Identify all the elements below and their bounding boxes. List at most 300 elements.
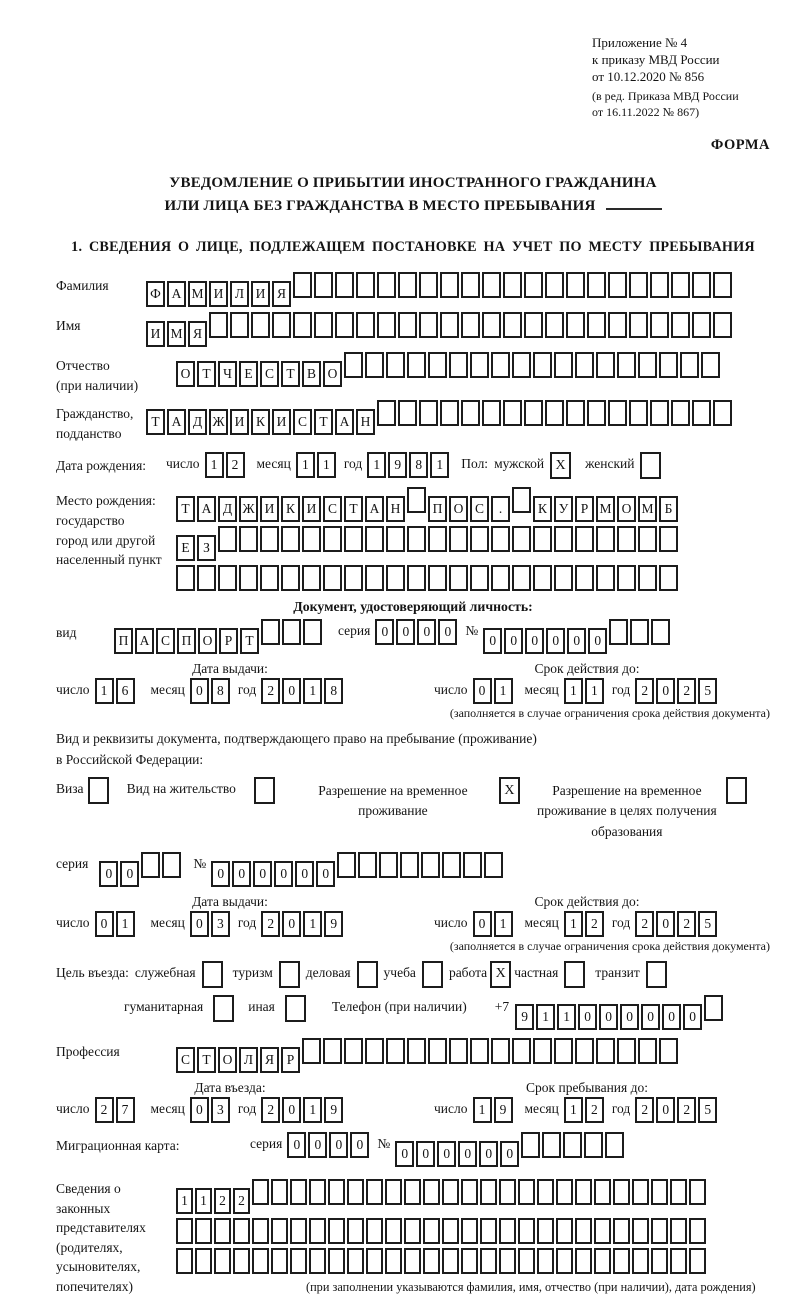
char-cell[interactable]: [554, 1038, 573, 1064]
char-cell[interactable]: Р: [575, 496, 594, 522]
char-cell[interactable]: [428, 1038, 447, 1064]
char-cell[interactable]: 2: [635, 1097, 654, 1123]
char-cell[interactable]: [566, 400, 585, 426]
char-cell[interactable]: 0: [458, 1141, 477, 1167]
char-cell[interactable]: [386, 1038, 405, 1064]
char-cell[interactable]: [290, 1248, 307, 1274]
char-cell[interactable]: 5: [698, 678, 717, 704]
purpose-work-checkbox[interactable]: X: [490, 961, 511, 988]
char-cell[interactable]: [449, 565, 468, 591]
char-cell[interactable]: 0: [656, 911, 675, 937]
char-cell[interactable]: [239, 526, 258, 552]
char-cell[interactable]: [407, 526, 426, 552]
char-cell[interactable]: [659, 352, 678, 378]
char-cell[interactable]: [503, 400, 522, 426]
char-cell[interactable]: [524, 272, 543, 298]
char-cell[interactable]: [271, 1218, 288, 1244]
char-cell[interactable]: [347, 1218, 364, 1244]
char-cell[interactable]: [670, 1248, 687, 1274]
char-cell[interactable]: [141, 852, 160, 878]
char-cell[interactable]: П: [114, 628, 133, 654]
char-cell[interactable]: [377, 312, 396, 338]
char-cell[interactable]: [442, 852, 461, 878]
char-cell[interactable]: 0: [282, 1097, 301, 1123]
char-cell[interactable]: [554, 352, 573, 378]
char-cell[interactable]: В: [302, 361, 321, 387]
char-cell[interactable]: 1: [303, 678, 322, 704]
char-cell[interactable]: [563, 1132, 582, 1158]
char-cell[interactable]: 1: [205, 452, 224, 478]
char-cell[interactable]: [554, 526, 573, 552]
char-cell[interactable]: [491, 565, 510, 591]
char-cell[interactable]: О: [449, 496, 468, 522]
char-cell[interactable]: [366, 1218, 383, 1244]
char-cell[interactable]: [337, 852, 356, 878]
char-cell[interactable]: 0: [211, 861, 230, 887]
char-cell[interactable]: Н: [386, 496, 405, 522]
char-cell[interactable]: [518, 1179, 535, 1205]
char-cell[interactable]: [239, 565, 258, 591]
char-cell[interactable]: 1: [494, 678, 513, 704]
char-cell[interactable]: [344, 1038, 363, 1064]
char-cell[interactable]: [670, 1179, 687, 1205]
char-cell[interactable]: И: [251, 281, 270, 307]
sex-female-checkbox[interactable]: [640, 452, 661, 479]
char-cell[interactable]: 0: [308, 1132, 327, 1158]
char-cell[interactable]: 0: [599, 1004, 618, 1030]
char-cell[interactable]: [617, 352, 636, 378]
char-cell[interactable]: А: [197, 496, 216, 522]
char-cell[interactable]: 0: [504, 628, 523, 654]
char-cell[interactable]: Д: [218, 496, 237, 522]
purpose-private-checkbox[interactable]: [564, 961, 585, 988]
char-cell[interactable]: [545, 312, 564, 338]
char-cell[interactable]: [302, 565, 321, 591]
char-cell[interactable]: 2: [233, 1188, 250, 1214]
char-cell[interactable]: [596, 526, 615, 552]
char-cell[interactable]: 0: [500, 1141, 519, 1167]
char-cell[interactable]: 9: [324, 1097, 343, 1123]
char-cell[interactable]: Ж: [209, 409, 228, 435]
char-cell[interactable]: Р: [281, 1047, 300, 1073]
char-cell[interactable]: С: [470, 496, 489, 522]
char-cell[interactable]: [713, 312, 732, 338]
char-cell[interactable]: А: [167, 409, 186, 435]
char-cell[interactable]: [566, 312, 585, 338]
char-cell[interactable]: 9: [388, 452, 407, 478]
char-cell[interactable]: 1: [303, 911, 322, 937]
char-cell[interactable]: [449, 352, 468, 378]
purpose-other-checkbox[interactable]: [285, 995, 306, 1022]
purpose-business-checkbox[interactable]: [357, 961, 378, 988]
char-cell[interactable]: [271, 1179, 288, 1205]
char-cell[interactable]: 0: [282, 911, 301, 937]
char-cell[interactable]: [480, 1218, 497, 1244]
char-cell[interactable]: [545, 272, 564, 298]
char-cell[interactable]: [596, 565, 615, 591]
visa-checkbox[interactable]: [88, 777, 109, 804]
char-cell[interactable]: [421, 852, 440, 878]
char-cell[interactable]: Р: [219, 628, 238, 654]
char-cell[interactable]: 0: [287, 1132, 306, 1158]
char-cell[interactable]: 0: [479, 1141, 498, 1167]
char-cell[interactable]: [197, 565, 216, 591]
char-cell[interactable]: [613, 1248, 630, 1274]
char-cell[interactable]: [680, 352, 699, 378]
char-cell[interactable]: [379, 852, 398, 878]
char-cell[interactable]: 8: [409, 452, 428, 478]
char-cell[interactable]: [575, 1038, 594, 1064]
char-cell[interactable]: [335, 272, 354, 298]
char-cell[interactable]: 0: [578, 1004, 597, 1030]
char-cell[interactable]: [309, 1179, 326, 1205]
char-cell[interactable]: [613, 1218, 630, 1244]
char-cell[interactable]: О: [617, 496, 636, 522]
char-cell[interactable]: [503, 272, 522, 298]
char-cell[interactable]: Б: [659, 496, 678, 522]
char-cell[interactable]: [617, 1038, 636, 1064]
char-cell[interactable]: [328, 1248, 345, 1274]
char-cell[interactable]: [470, 1038, 489, 1064]
char-cell[interactable]: Ж: [239, 496, 258, 522]
char-cell[interactable]: [533, 352, 552, 378]
char-cell[interactable]: [407, 565, 426, 591]
char-cell[interactable]: [314, 272, 333, 298]
char-cell[interactable]: 0: [525, 628, 544, 654]
char-cell[interactable]: 0: [588, 628, 607, 654]
char-cell[interactable]: [491, 526, 510, 552]
char-cell[interactable]: [251, 312, 270, 338]
char-cell[interactable]: [419, 272, 438, 298]
char-cell[interactable]: [521, 1132, 540, 1158]
char-cell[interactable]: 0: [190, 1097, 209, 1123]
char-cell[interactable]: Д: [188, 409, 207, 435]
char-cell[interactable]: С: [260, 361, 279, 387]
char-cell[interactable]: 0: [350, 1132, 369, 1158]
char-cell[interactable]: М: [188, 281, 207, 307]
char-cell[interactable]: [512, 1038, 531, 1064]
char-cell[interactable]: [594, 1248, 611, 1274]
char-cell[interactable]: 0: [282, 678, 301, 704]
char-cell[interactable]: [594, 1179, 611, 1205]
char-cell[interactable]: [271, 1248, 288, 1274]
char-cell[interactable]: 0: [253, 861, 272, 887]
char-cell[interactable]: 0: [120, 861, 139, 887]
char-cell[interactable]: 1: [564, 911, 583, 937]
char-cell[interactable]: [692, 312, 711, 338]
char-cell[interactable]: З: [197, 535, 216, 561]
char-cell[interactable]: [596, 1038, 615, 1064]
char-cell[interactable]: [328, 1218, 345, 1244]
char-cell[interactable]: 1: [564, 1097, 583, 1123]
char-cell[interactable]: [659, 1038, 678, 1064]
char-cell[interactable]: [484, 852, 503, 878]
char-cell[interactable]: [358, 852, 377, 878]
char-cell[interactable]: [671, 312, 690, 338]
char-cell[interactable]: [386, 352, 405, 378]
char-cell[interactable]: Т: [146, 409, 165, 435]
char-cell[interactable]: 2: [585, 1097, 604, 1123]
char-cell[interactable]: [398, 272, 417, 298]
char-cell[interactable]: У: [554, 496, 573, 522]
char-cell[interactable]: [608, 272, 627, 298]
char-cell[interactable]: А: [135, 628, 154, 654]
char-cell[interactable]: [533, 1038, 552, 1064]
char-cell[interactable]: 1: [317, 452, 336, 478]
char-cell[interactable]: 2: [677, 678, 696, 704]
char-cell[interactable]: 2: [261, 911, 280, 937]
char-cell[interactable]: [386, 565, 405, 591]
char-cell[interactable]: [651, 1248, 668, 1274]
purpose-transit-checkbox[interactable]: [646, 961, 667, 988]
char-cell[interactable]: [230, 312, 249, 338]
char-cell[interactable]: 2: [261, 1097, 280, 1123]
char-cell[interactable]: [587, 312, 606, 338]
char-cell[interactable]: [638, 352, 657, 378]
char-cell[interactable]: [423, 1179, 440, 1205]
char-cell[interactable]: [650, 312, 669, 338]
char-cell[interactable]: [518, 1218, 535, 1244]
char-cell[interactable]: [587, 272, 606, 298]
char-cell[interactable]: [630, 619, 649, 645]
purpose-official-checkbox[interactable]: [202, 961, 223, 988]
char-cell[interactable]: 0: [437, 1141, 456, 1167]
char-cell[interactable]: [461, 312, 480, 338]
char-cell[interactable]: А: [167, 281, 186, 307]
char-cell[interactable]: [419, 312, 438, 338]
char-cell[interactable]: [629, 312, 648, 338]
char-cell[interactable]: 1: [116, 911, 135, 937]
char-cell[interactable]: [344, 352, 363, 378]
char-cell[interactable]: [537, 1218, 554, 1244]
char-cell[interactable]: 0: [567, 628, 586, 654]
char-cell[interactable]: [400, 852, 419, 878]
char-cell[interactable]: [404, 1248, 421, 1274]
char-cell[interactable]: [632, 1248, 649, 1274]
char-cell[interactable]: 1: [367, 452, 386, 478]
char-cell[interactable]: [214, 1218, 231, 1244]
char-cell[interactable]: 1: [176, 1188, 193, 1214]
purpose-tourism-checkbox[interactable]: [279, 961, 300, 988]
char-cell[interactable]: [385, 1179, 402, 1205]
char-cell[interactable]: [407, 487, 426, 513]
char-cell[interactable]: [482, 312, 501, 338]
char-cell[interactable]: [617, 526, 636, 552]
char-cell[interactable]: 0: [473, 911, 492, 937]
char-cell[interactable]: И: [260, 496, 279, 522]
char-cell[interactable]: [463, 852, 482, 878]
char-cell[interactable]: [491, 1038, 510, 1064]
char-cell[interactable]: [617, 565, 636, 591]
char-cell[interactable]: [461, 1248, 478, 1274]
char-cell[interactable]: [365, 565, 384, 591]
char-cell[interactable]: [470, 526, 489, 552]
char-cell[interactable]: [689, 1179, 706, 1205]
char-cell[interactable]: [356, 312, 375, 338]
char-cell[interactable]: [629, 272, 648, 298]
char-cell[interactable]: [556, 1179, 573, 1205]
char-cell[interactable]: 1: [95, 678, 114, 704]
char-cell[interactable]: К: [251, 409, 270, 435]
char-cell[interactable]: [692, 400, 711, 426]
char-cell[interactable]: [442, 1179, 459, 1205]
char-cell[interactable]: К: [533, 496, 552, 522]
char-cell[interactable]: [385, 1248, 402, 1274]
char-cell[interactable]: [692, 272, 711, 298]
char-cell[interactable]: Т: [344, 496, 363, 522]
residence-permit-checkbox[interactable]: [254, 777, 275, 804]
char-cell[interactable]: [365, 352, 384, 378]
char-cell[interactable]: [440, 272, 459, 298]
char-cell[interactable]: 1: [473, 1097, 492, 1123]
char-cell[interactable]: П: [428, 496, 447, 522]
char-cell[interactable]: 0: [95, 911, 114, 937]
char-cell[interactable]: [293, 312, 312, 338]
char-cell[interactable]: [537, 1179, 554, 1205]
char-cell[interactable]: 5: [698, 911, 717, 937]
char-cell[interactable]: [480, 1179, 497, 1205]
char-cell[interactable]: 0: [683, 1004, 702, 1030]
char-cell[interactable]: [713, 272, 732, 298]
char-cell[interactable]: [575, 526, 594, 552]
char-cell[interactable]: [449, 526, 468, 552]
char-cell[interactable]: [377, 400, 396, 426]
char-cell[interactable]: [398, 312, 417, 338]
char-cell[interactable]: 0: [375, 619, 394, 645]
char-cell[interactable]: 3: [211, 1097, 230, 1123]
char-cell[interactable]: [632, 1179, 649, 1205]
char-cell[interactable]: [209, 312, 228, 338]
char-cell[interactable]: [608, 400, 627, 426]
char-cell[interactable]: [272, 312, 291, 338]
char-cell[interactable]: [482, 272, 501, 298]
char-cell[interactable]: [344, 526, 363, 552]
char-cell[interactable]: Я: [272, 281, 291, 307]
char-cell[interactable]: [303, 619, 322, 645]
char-cell[interactable]: [176, 565, 195, 591]
char-cell[interactable]: [290, 1218, 307, 1244]
char-cell[interactable]: [176, 1218, 193, 1244]
char-cell[interactable]: М: [596, 496, 615, 522]
char-cell[interactable]: И: [230, 409, 249, 435]
char-cell[interactable]: [518, 1248, 535, 1274]
char-cell[interactable]: [323, 1038, 342, 1064]
char-cell[interactable]: 1: [557, 1004, 576, 1030]
char-cell[interactable]: [499, 1179, 516, 1205]
char-cell[interactable]: [575, 1248, 592, 1274]
char-cell[interactable]: [281, 565, 300, 591]
char-cell[interactable]: П: [177, 628, 196, 654]
char-cell[interactable]: [554, 565, 573, 591]
char-cell[interactable]: 3: [211, 911, 230, 937]
char-cell[interactable]: [323, 526, 342, 552]
char-cell[interactable]: [195, 1218, 212, 1244]
char-cell[interactable]: К: [281, 496, 300, 522]
char-cell[interactable]: [482, 400, 501, 426]
temp-residence-education-checkbox[interactable]: [726, 777, 747, 804]
char-cell[interactable]: Т: [197, 1047, 216, 1073]
char-cell[interactable]: 8: [211, 678, 230, 704]
char-cell[interactable]: [302, 526, 321, 552]
char-cell[interactable]: [566, 272, 585, 298]
char-cell[interactable]: [701, 352, 720, 378]
char-cell[interactable]: [218, 565, 237, 591]
char-cell[interactable]: 2: [677, 911, 696, 937]
char-cell[interactable]: [344, 565, 363, 591]
char-cell[interactable]: [407, 352, 426, 378]
char-cell[interactable]: [638, 565, 657, 591]
char-cell[interactable]: [503, 312, 522, 338]
char-cell[interactable]: [575, 1218, 592, 1244]
char-cell[interactable]: [440, 312, 459, 338]
char-cell[interactable]: [442, 1248, 459, 1274]
char-cell[interactable]: [328, 1179, 345, 1205]
char-cell[interactable]: [524, 312, 543, 338]
char-cell[interactable]: 0: [416, 1141, 435, 1167]
char-cell[interactable]: О: [198, 628, 217, 654]
char-cell[interactable]: [423, 1248, 440, 1274]
char-cell[interactable]: 2: [95, 1097, 114, 1123]
char-cell[interactable]: [335, 312, 354, 338]
char-cell[interactable]: Т: [281, 361, 300, 387]
char-cell[interactable]: [461, 400, 480, 426]
char-cell[interactable]: [428, 352, 447, 378]
char-cell[interactable]: [499, 1248, 516, 1274]
char-cell[interactable]: [704, 995, 723, 1021]
char-cell[interactable]: .: [491, 496, 510, 522]
char-cell[interactable]: Л: [239, 1047, 258, 1073]
char-cell[interactable]: [638, 1038, 657, 1064]
char-cell[interactable]: 1: [564, 678, 583, 704]
char-cell[interactable]: А: [365, 496, 384, 522]
char-cell[interactable]: [524, 400, 543, 426]
char-cell[interactable]: 2: [585, 911, 604, 937]
char-cell[interactable]: [512, 487, 531, 513]
char-cell[interactable]: [512, 565, 531, 591]
char-cell[interactable]: [293, 272, 312, 298]
char-cell[interactable]: И: [302, 496, 321, 522]
char-cell[interactable]: 0: [99, 861, 118, 887]
char-cell[interactable]: 0: [656, 1097, 675, 1123]
char-cell[interactable]: [214, 1248, 231, 1274]
char-cell[interactable]: 0: [438, 619, 457, 645]
char-cell[interactable]: 0: [274, 861, 293, 887]
char-cell[interactable]: [282, 619, 301, 645]
char-cell[interactable]: 2: [226, 452, 245, 478]
char-cell[interactable]: [419, 400, 438, 426]
char-cell[interactable]: [347, 1179, 364, 1205]
char-cell[interactable]: 0: [316, 861, 335, 887]
char-cell[interactable]: Е: [239, 361, 258, 387]
char-cell[interactable]: [252, 1248, 269, 1274]
char-cell[interactable]: 6: [116, 678, 135, 704]
temp-residence-permit-checkbox[interactable]: X: [499, 777, 520, 804]
char-cell[interactable]: [608, 312, 627, 338]
char-cell[interactable]: [461, 1179, 478, 1205]
char-cell[interactable]: 0: [395, 1141, 414, 1167]
char-cell[interactable]: 1: [430, 452, 449, 478]
char-cell[interactable]: [195, 1248, 212, 1274]
purpose-study-checkbox[interactable]: [422, 961, 443, 988]
char-cell[interactable]: [347, 1248, 364, 1274]
char-cell[interactable]: [428, 526, 447, 552]
char-cell[interactable]: Т: [176, 496, 195, 522]
char-cell[interactable]: [499, 1218, 516, 1244]
char-cell[interactable]: 0: [483, 628, 502, 654]
char-cell[interactable]: [423, 1218, 440, 1244]
char-cell[interactable]: [575, 565, 594, 591]
char-cell[interactable]: [386, 526, 405, 552]
